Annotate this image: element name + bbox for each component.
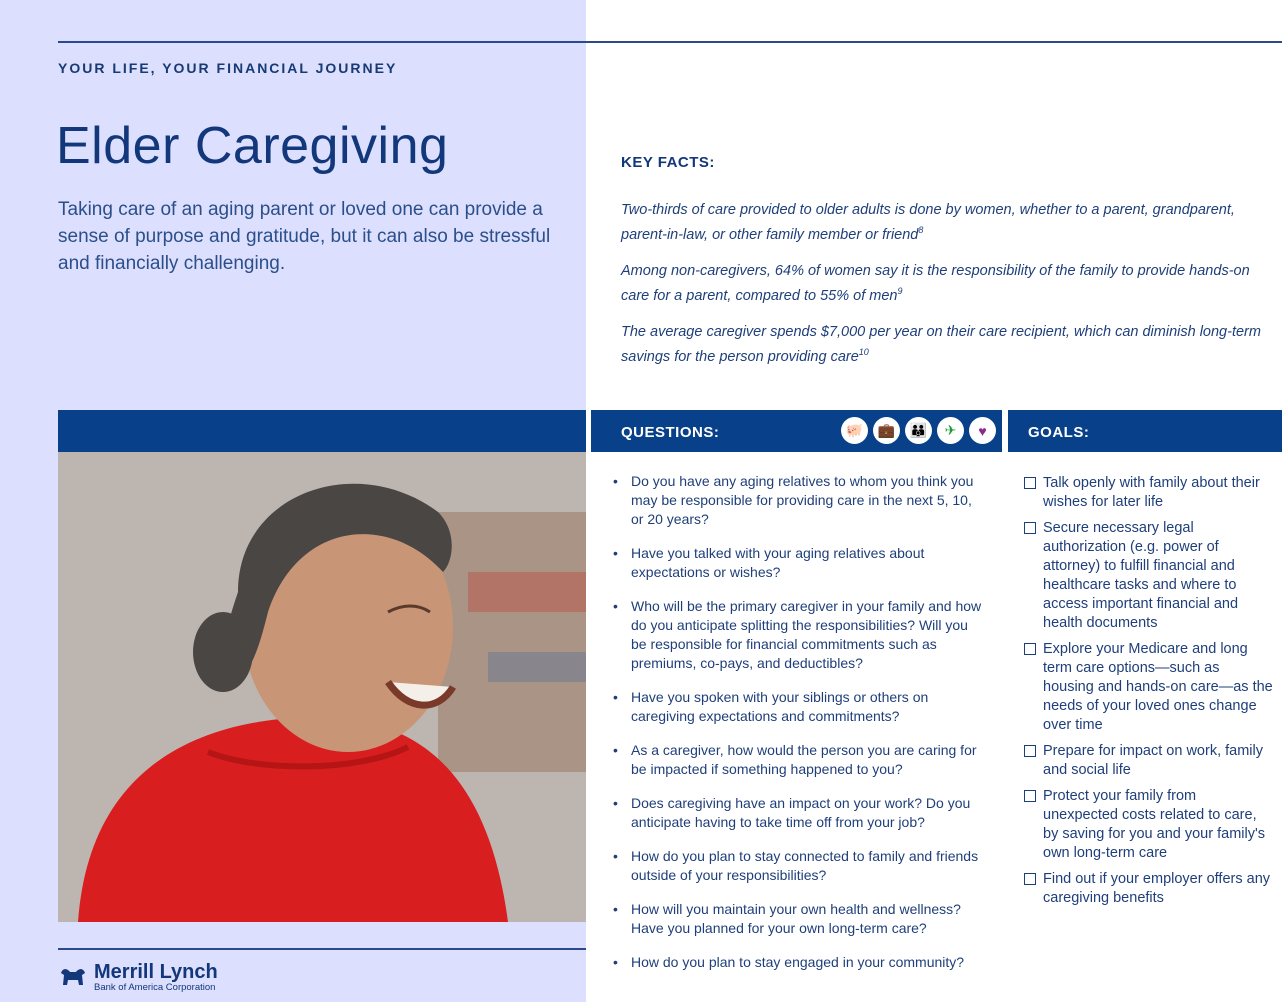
- goal-text: Talk openly with family about their wishes for later life: [1043, 475, 1260, 510]
- goal-item: [1024, 640, 1274, 735]
- checkbox[interactable]: [1024, 643, 1036, 655]
- question-item: • As a caregiver, how would the person you are caring for be impacted if something happened to you?: [613, 741, 985, 779]
- question-item: • Who will be the primary caregiver in your family and how do you anticipate splitting the responsibilities? Will you be responsible for financial commitments such as premiums, co-pays, and deductibles?: [613, 597, 985, 673]
- checkbox[interactable]: [1024, 790, 1036, 802]
- family-icon: 👪: [905, 417, 932, 444]
- question-item: • Have you spoken with your siblings or others on caregiving expectations and commitments?: [613, 688, 985, 726]
- goal-text: Find out if your employer offers any caregiving benefits: [1043, 871, 1271, 906]
- key-fact: The average caregiver spends $7,000 per year on their care recipient, which can diminish long-term savings for the person providing care$^{10}$: [621, 323, 1261, 365]
- question-item: • Do you have any aging relatives to whom you think you may be responsible for providing care in the next 5, 10, or 20 years?: [613, 472, 985, 529]
- key-facts-list: [621, 200, 1281, 382]
- goal-item: [1024, 742, 1274, 780]
- goals-header-bar: [1008, 410, 1282, 452]
- goal-item: [1024, 787, 1274, 863]
- key-fact: Among non-caregivers, 64% of women say it is the responsibility of the family to provide hands-on care for a parent, compared to 55% of men$^9$: [621, 262, 1250, 304]
- bull-icon: [58, 963, 88, 993]
- logo-brand: Merrill Lynch: [94, 961, 218, 983]
- goal-text: Protect your family from unexpected costs related to care, by saving for you and your family's own long-term care: [1043, 788, 1265, 861]
- key-fact: Two-thirds of care provided to older adults is done by women, whether to a parent, grandparent, parent-in-law, or other family member or friend$^8$: [621, 202, 1235, 243]
- intro-text: Taking care of an aging parent or loved one can provide a sense of purpose and gratitude, but it can also be stressful and financially challenging.: [58, 199, 551, 274]
- checkbox[interactable]: [1024, 745, 1036, 757]
- top-rule: [58, 41, 1282, 43]
- goals-heading: GOALS:: [1028, 424, 1090, 441]
- goal-text: Secure necessary legal authorization (e.g. power of attorney) to fulfill financial and healthcare tasks and where to access important financial and health documents: [1043, 520, 1239, 631]
- checkbox[interactable]: [1024, 477, 1036, 489]
- caregiver-photo: [58, 452, 586, 922]
- question-item: • Have you talked with your aging relatives about expectations or wishes?: [613, 544, 985, 582]
- goal-item: [1024, 870, 1274, 908]
- questions-header-bar: [591, 410, 1002, 452]
- checkbox[interactable]: [1024, 522, 1036, 534]
- question-item: • How do you plan to stay engaged in your community?: [613, 953, 985, 972]
- photo-header-bar: [58, 410, 586, 452]
- question-item: • Does caregiving have an impact on your work? Do you anticipate having to take time off from your job?: [613, 794, 985, 832]
- goal-text: Prepare for impact on work, family and social life: [1043, 743, 1263, 778]
- question-item: • How do you plan to stay connected to family and friends outside of your responsibilities?: [613, 847, 985, 885]
- question-item: • How will you maintain your own health and wellness? Have you planned for your own long-term care?: [613, 900, 985, 938]
- briefcase-icon: 💼: [873, 417, 900, 444]
- key-facts-heading: KEY FACTS:: [621, 154, 715, 171]
- questions-heading: QUESTIONS:: [621, 424, 720, 441]
- merrill-lynch-logo: [58, 962, 218, 993]
- topic-icons: [841, 417, 996, 444]
- bottom-rule: [58, 948, 586, 950]
- goal-item: [1024, 474, 1274, 512]
- eyebrow: YOUR LIFE, YOUR FINANCIAL JOURNEY: [58, 60, 398, 76]
- heart-health-icon: ♥: [969, 417, 996, 444]
- questions-list: [613, 472, 985, 987]
- goal-text: Explore your Medicare and long term care options—such as housing and hands-on care—as the needs of your loved ones change over time: [1043, 641, 1273, 733]
- piggy-bank-icon: 🐖: [841, 417, 868, 444]
- airplane-icon: ✈: [937, 417, 964, 444]
- goal-item: [1024, 519, 1274, 633]
- logo-subtitle: Bank of America Corporation: [94, 982, 216, 993]
- photo-illustration: [58, 452, 586, 922]
- checkbox[interactable]: [1024, 873, 1036, 885]
- logo-text: [94, 962, 218, 993]
- goals-list: [1024, 474, 1274, 915]
- page-title: Elder Caregiving: [56, 117, 449, 175]
